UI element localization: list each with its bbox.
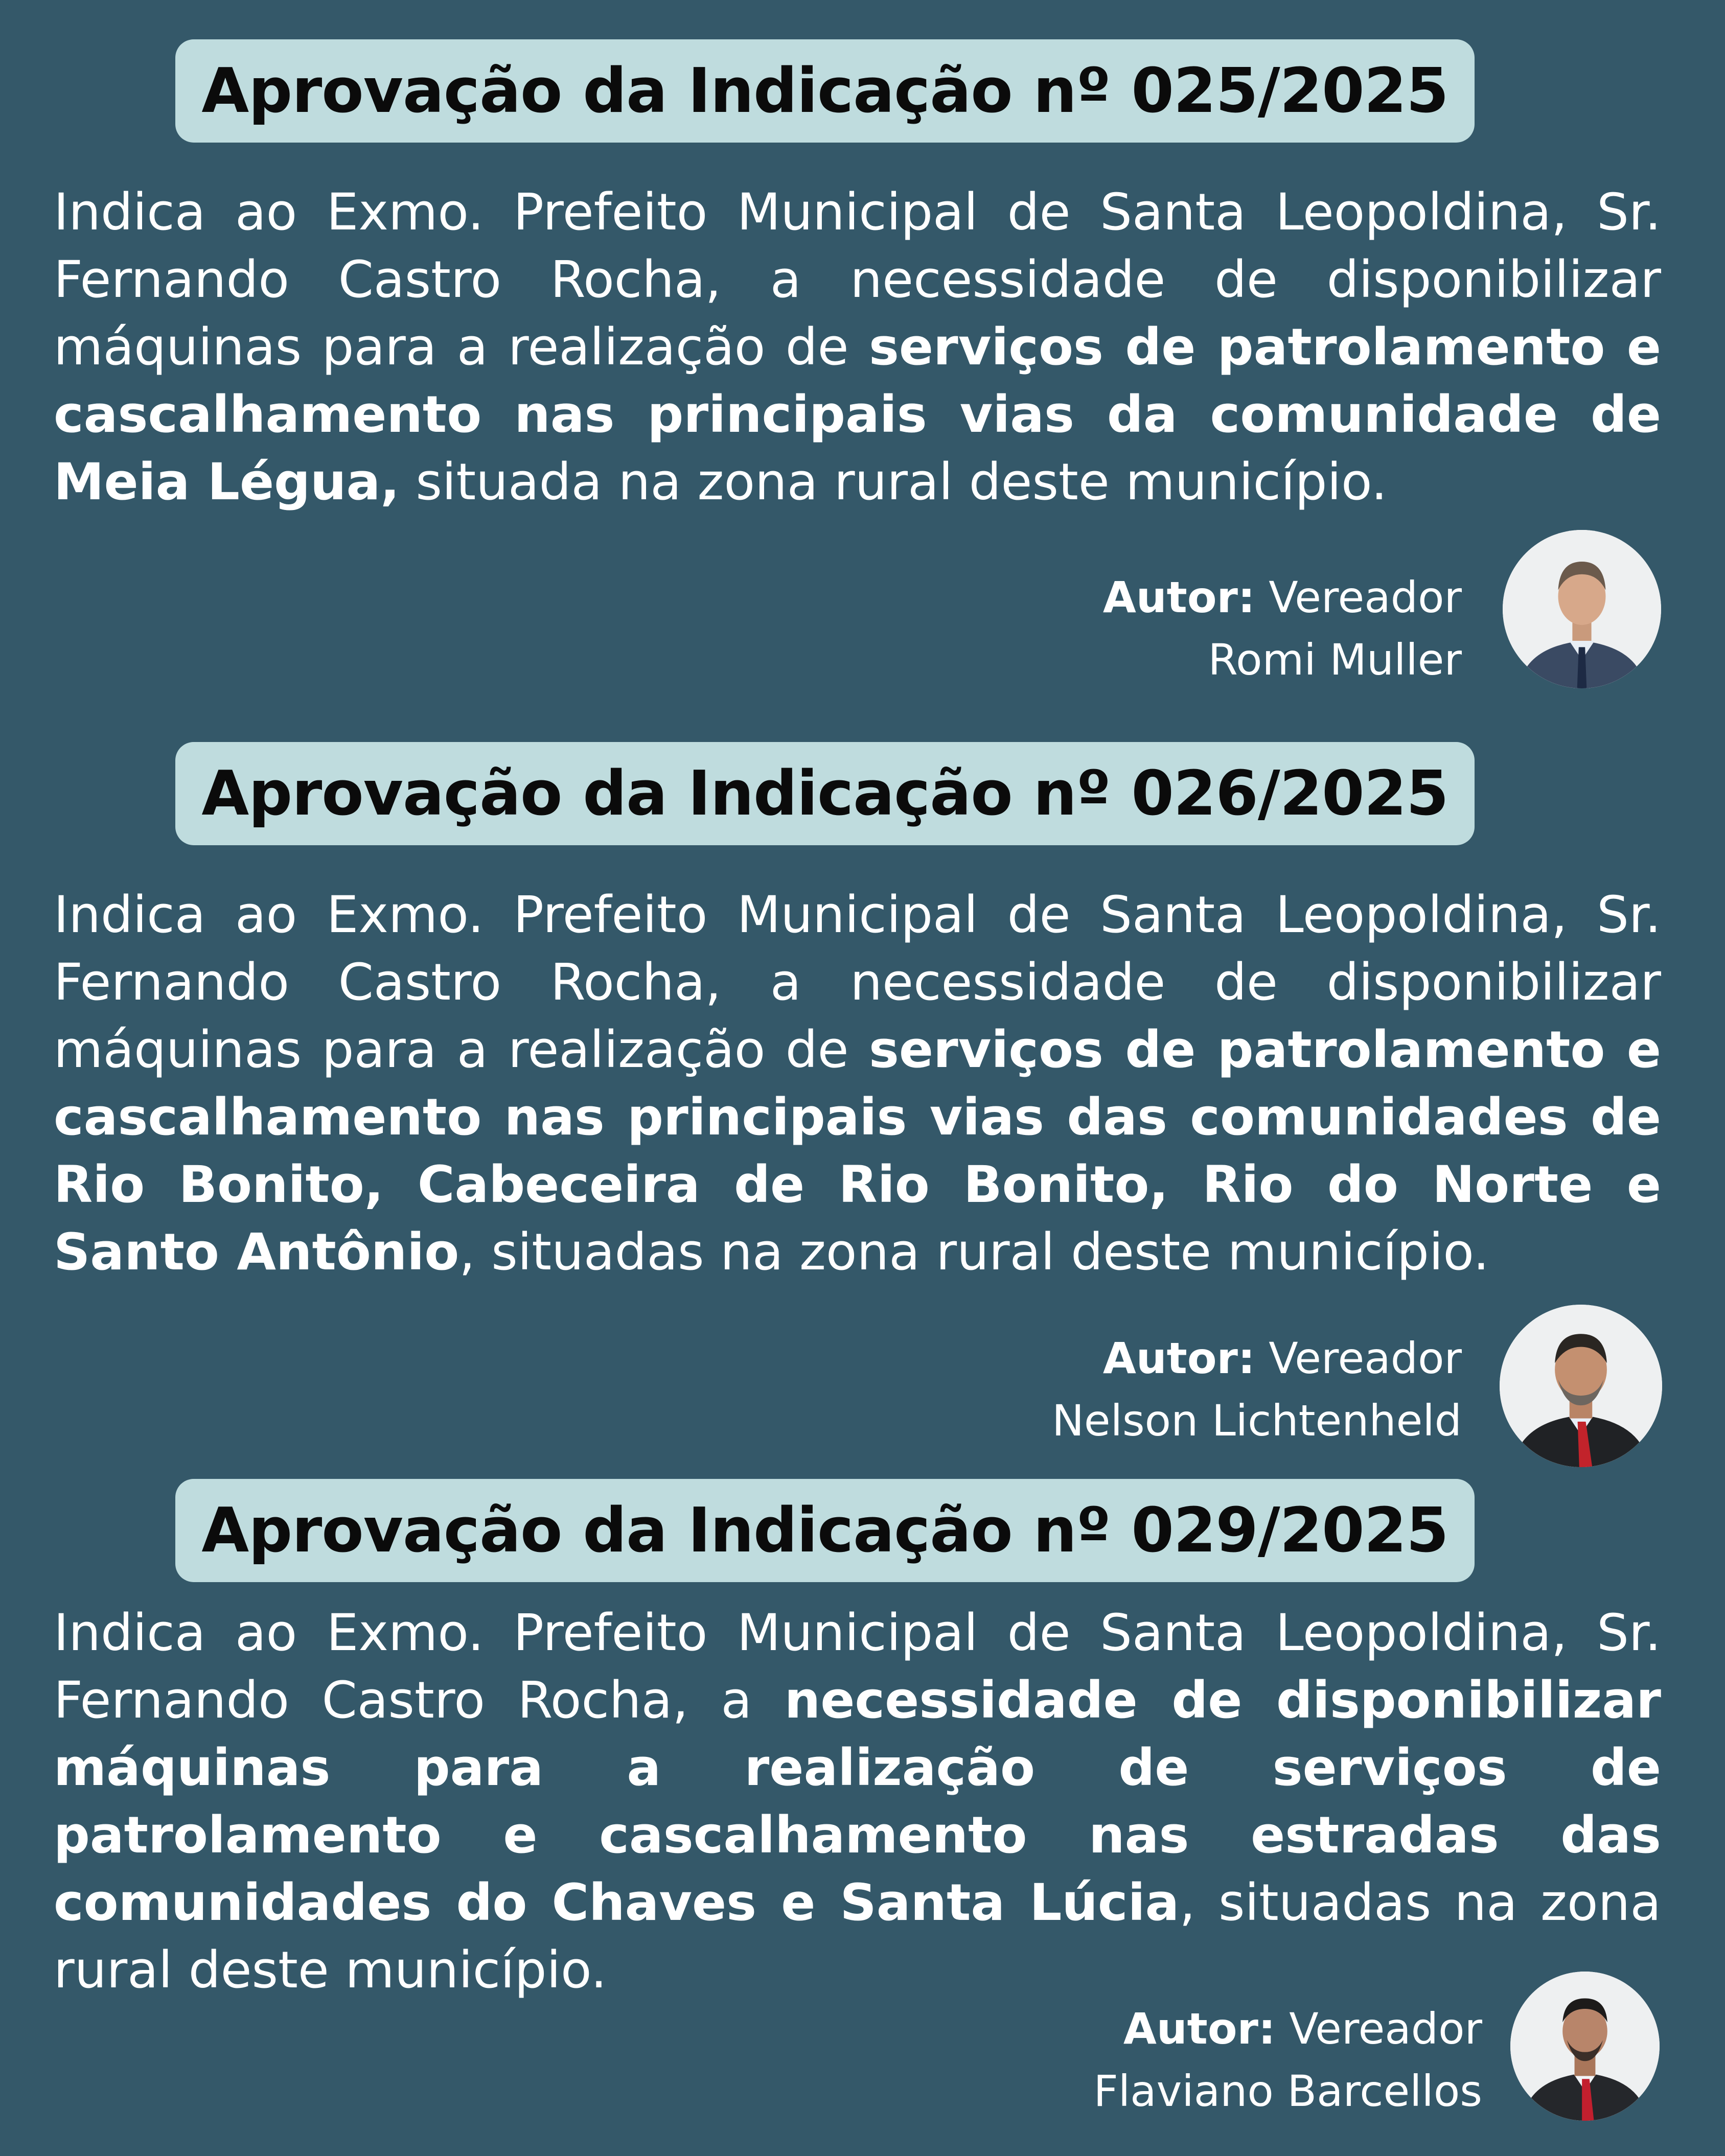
section-2-author-role: Vereador (1255, 1333, 1462, 1383)
section-2-author (1052, 1327, 1462, 1452)
section-1-author-name: Romi Muller (1208, 635, 1462, 685)
section-1-author-photo (1503, 530, 1661, 688)
section-3-body (54, 1599, 1661, 2004)
section-1-body (54, 179, 1661, 516)
section-1-author-role: Vereador (1255, 572, 1462, 622)
section-1-body-part-2: serviços de patrolamento e cascalhamento nas principais vias da comunidade de Meia Légua, (54, 318, 1661, 512)
section-1-author (1103, 566, 1462, 691)
councilman-photo-icon (1503, 530, 1661, 688)
section-3-author-name: Flaviano Barcellos (1093, 2066, 1482, 2116)
section-3-author (1094, 1998, 1482, 2122)
section-3-author-role: Vereador (1275, 2004, 1482, 2054)
section-2-title-pill (175, 742, 1475, 845)
section-2-author-name: Nelson Lichtenheld (1052, 1396, 1462, 1446)
section-2-author-photo (1500, 1305, 1662, 1467)
section-2-title: Aprovação da Indicação nº 026/2025 (201, 758, 1448, 829)
section-1-body-part-1: Indica ao Exmo. Prefeito Municipal de Santa Leopoldina, Sr. Fernando Castro Rocha, a necessidade de disponibilizar máquinas para a realização de (54, 183, 1661, 377)
section-3-body-part-2: necessidade de disponibilizar máquinas para a realização de serviços de patrolamento e cascalhamento nas estradas das comunidades do Chaves e Santa Lúcia (54, 1671, 1661, 1932)
section-2-body-part-2: serviços de patrolamento e cascalhamento nas principais vias das comunidades de Rio Bonito, Cabeceira de Rio Bonito, Rio do Norte e Santo Antônio (54, 1021, 1661, 1282)
section-3-author-label: Autor: (1123, 2004, 1276, 2054)
section-1-title: Aprovação da Indicação nº 025/2025 (201, 55, 1448, 127)
councilman-photo-icon (1500, 1305, 1662, 1467)
section-1-title-pill (175, 39, 1475, 143)
section-2-body-part-3: , situadas na zona rural deste município. (459, 1223, 1489, 1282)
section-2-body (54, 882, 1661, 1286)
section-3-body-part-1: Indica ao Exmo. Prefeito Municipal de Santa Leopoldina, Sr. Fernando Castro Rocha, a (54, 1604, 1661, 1730)
section-2-author-label: Autor: (1102, 1333, 1255, 1383)
councilman-photo-icon (1510, 1972, 1660, 2121)
section-1-author-label: Autor: (1102, 572, 1255, 622)
section-3-author-photo (1510, 1972, 1660, 2121)
section-3-title-pill (175, 1479, 1475, 1582)
section-3-title: Aprovação da Indicação nº 029/2025 (201, 1495, 1448, 1566)
section-2-body-part-1: Indica ao Exmo. Prefeito Municipal de Santa Leopoldina, Sr. Fernando Castro Rocha, a necessidade de disponibilizar máquinas para a realização de (54, 886, 1661, 1079)
section-1-body-part-3: situada na zona rural deste município. (399, 453, 1388, 512)
section-3-body-part-3: , situadas na zona rural deste município. (54, 1873, 1661, 2000)
